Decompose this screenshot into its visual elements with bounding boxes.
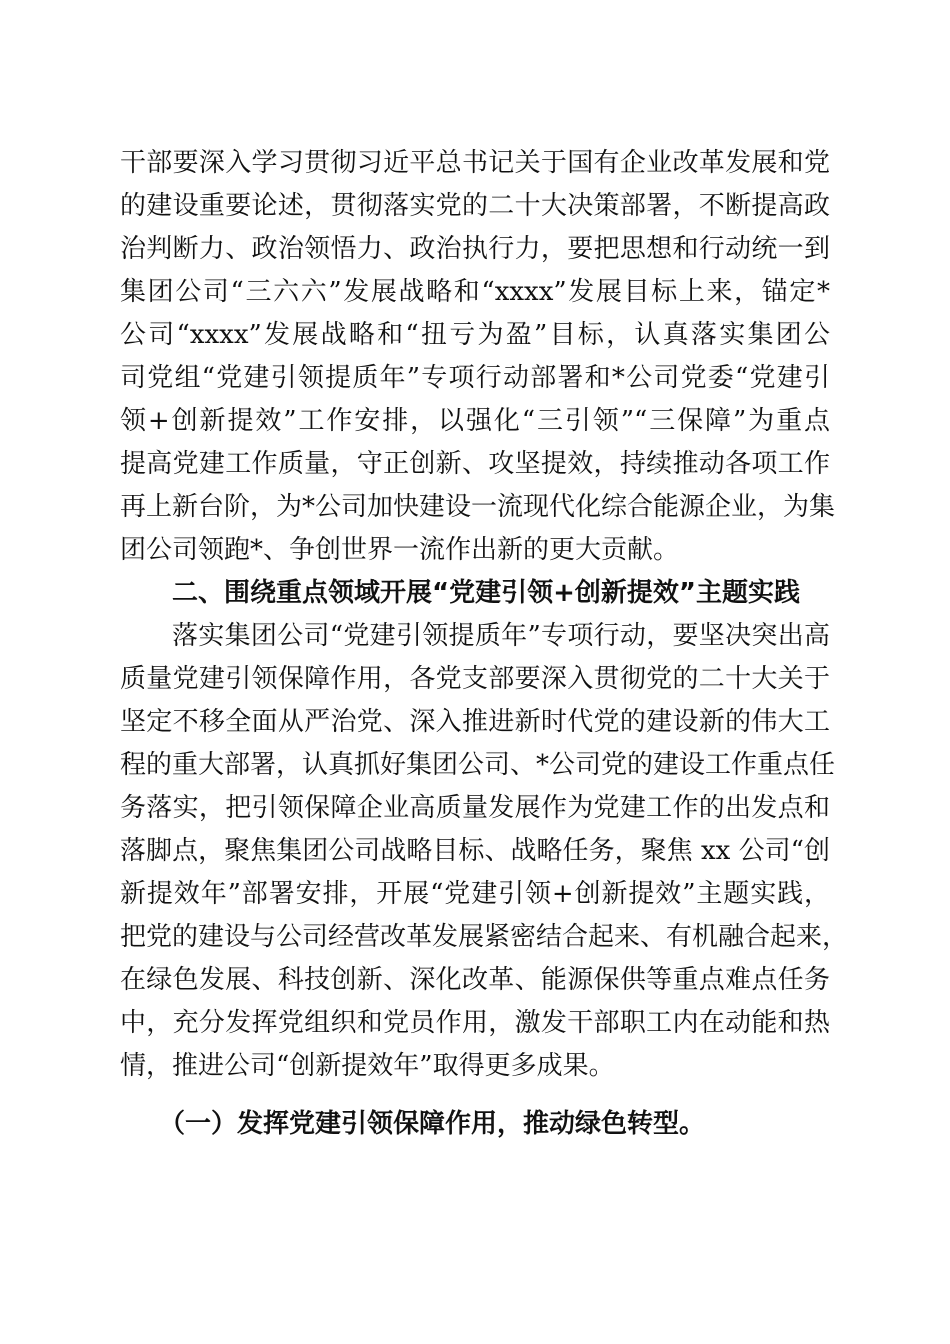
paragraph-line: 集团公司“三六六”发展战略和“xxxx”发展目标上来，锚定*	[120, 277, 830, 307]
subsection-heading: （一）发挥党建引领保障作用，推动绿色转型。	[159, 1109, 706, 1139]
paragraph-line: 团公司领跑*、争创世界一流作出新的更大贡献。	[120, 535, 680, 565]
paragraph-line: 坚定不移全面从严治党、深入推进新时代党的建设新的伟大工	[120, 707, 830, 737]
paragraph-line: 公司“xxxx”发展战略和“扭亏为盈”目标，认真落实集团公	[120, 320, 830, 350]
paragraph-line: 的建设重要论述，贯彻落实党的二十大决策部署，不断提高政	[120, 191, 830, 221]
paragraph-line: 治判断力、政治领悟力、政治执行力，要把思想和行动统一到	[120, 234, 830, 264]
paragraph-line: 情，推进公司“创新提效年”取得更多成果。	[120, 1051, 615, 1081]
paragraph-line: 质量党建引领保障作用，各党支部要深入贯彻党的二十大关于	[120, 664, 830, 694]
paragraph-line: 司党组“党建引领提质年”专项行动部署和*公司党委“党建引	[120, 363, 830, 393]
paragraph-line: 再上新台阶，为*公司加快建设一流现代化综合能源企业，为集	[120, 492, 836, 522]
paragraph-line: 中，充分发挥党组织和党员作用，激发干部职工内在动能和热	[120, 1008, 830, 1038]
paragraph-line: 落脚点，聚焦集团公司战略目标、战略任务，聚焦 xx 公司“创	[120, 836, 830, 866]
paragraph-line: 把党的建设与公司经营改革发展紧密结合起来、有机融合起来，	[120, 922, 849, 952]
section-heading: 二、围绕重点领域开展“党建引领+创新提效”主题实践	[172, 578, 800, 608]
paragraph-line: 程的重大部署，认真抓好集团公司、*公司党的建设工作重点任	[120, 750, 836, 780]
paragraph-line: 新提效年”部署安排，开展“党建引领+创新提效”主题实践，	[120, 879, 830, 909]
paragraph-line: 务落实，把引领保障企业高质量发展作为党建工作的出发点和	[120, 793, 830, 823]
paragraph-line: 落实集团公司“党建引领提质年”专项行动，要坚决突出高	[172, 621, 830, 651]
paragraph-line: 领+创新提效”工作安排，以强化“三引领”“三保障”为重点	[120, 406, 830, 436]
paragraph-line: 提高党建工作质量，守正创新、攻坚提效，持续推动各项工作	[120, 449, 830, 479]
paragraph-line: 在绿色发展、科技创新、深化改革、能源保供等重点难点任务	[120, 965, 830, 995]
paragraph-line: 干部要深入学习贯彻习近平总书记关于国有企业改革发展和党	[120, 148, 830, 178]
